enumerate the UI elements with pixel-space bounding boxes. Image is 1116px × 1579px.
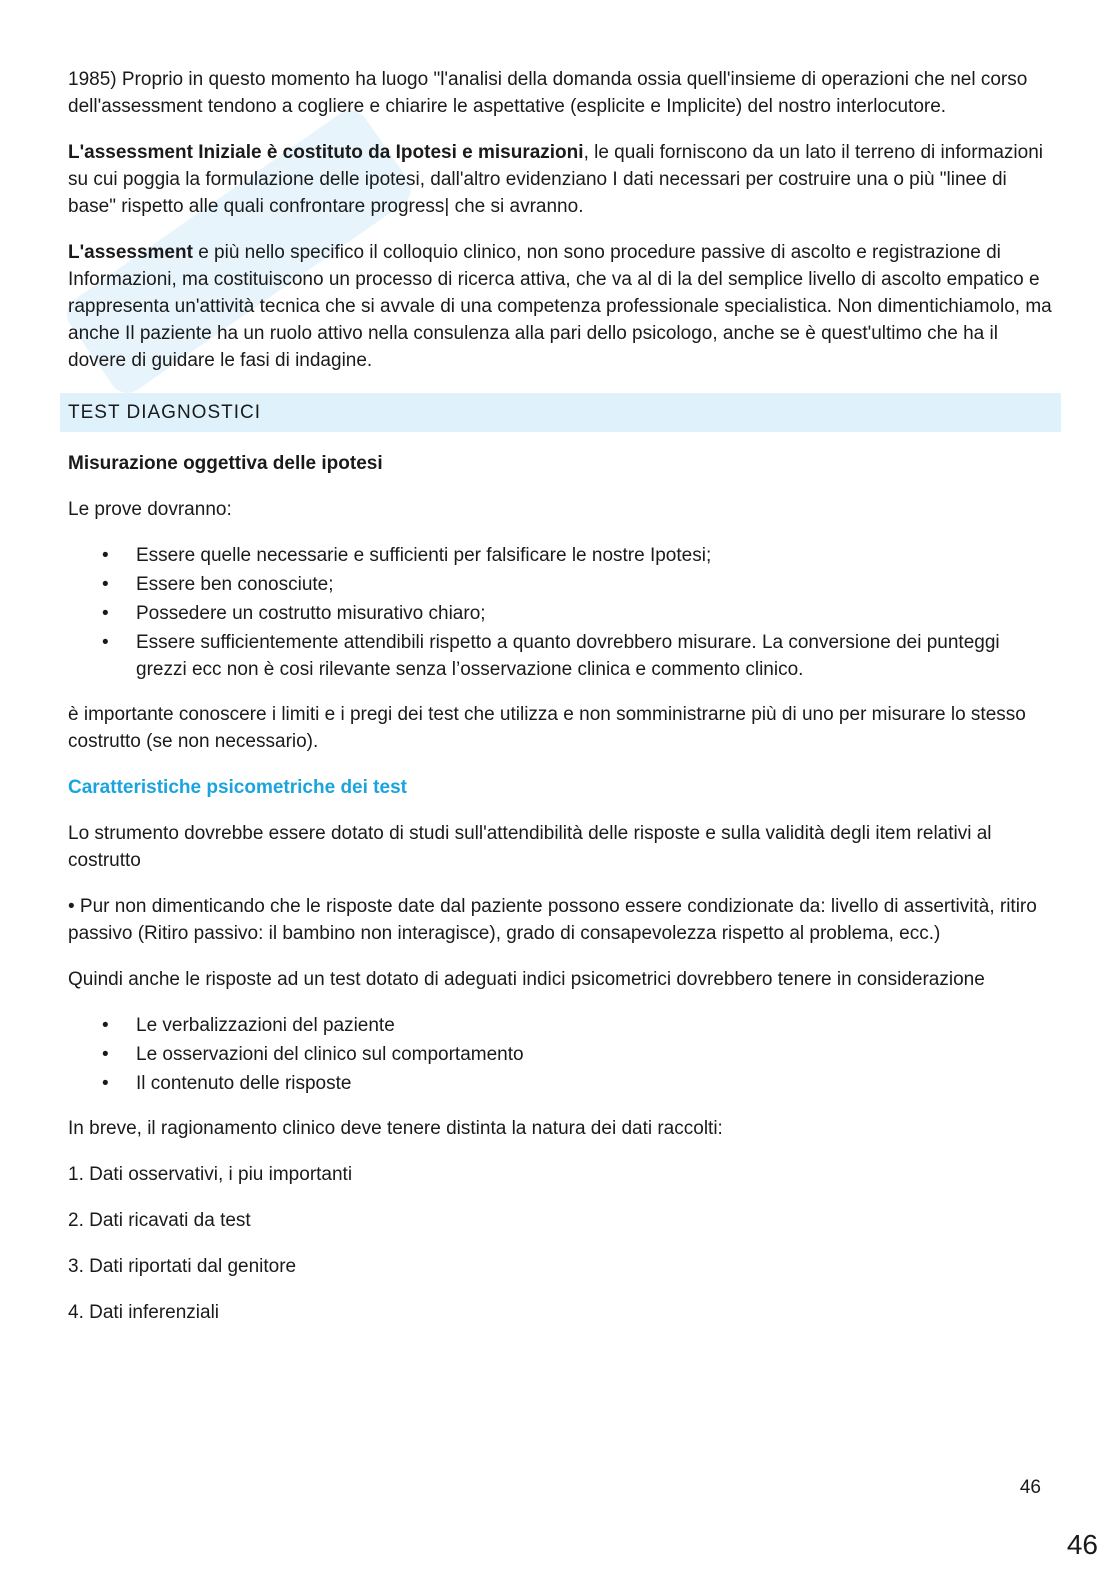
psychometric-paragraph-1: Lo strumento dovrebbe essere dotato di studi sull'attendibilità delle risposte e sulla validità degli item relativi al costrutto bbox=[68, 823, 992, 871]
list-item: • Le osservazioni del clinico sul comportamento bbox=[68, 1041, 1053, 1068]
intro-paragraph-3 bbox=[68, 239, 1053, 374]
list-item: • Essere sufficientemente attendibili rispetto a quanto dovrebbero misurare. La conversione dei punteggi grezzi ecc non è cosi rilevante senza l’osservazione clinica e commento clinico. bbox=[68, 629, 1053, 683]
intro-paragraph-2 bbox=[68, 139, 1053, 220]
numbered-item: 4. Dati inferenziali bbox=[68, 1302, 220, 1323]
after-bullets-paragraph: è importante conoscere i limiti e i pregi dei test che utilizza e non somministrarne più di uno per misurare lo stesso costrutto (se non necessario). bbox=[68, 704, 1026, 752]
section-subtitle: Misurazione oggettiva delle ipotesi bbox=[68, 453, 383, 474]
intro-paragraph-2-text: , le quali forniscono da un lato il terreno di informazioni su cui poggia la formulazione delle ipotesi, dall'altro evidenziano I dati necessari per costruire una o più "linee di base" rispetto alle quali confrontare progress| che si avranno. bbox=[68, 142, 1043, 217]
requirements-list bbox=[68, 542, 1053, 683]
list-item: • Il contenuto delle risposte bbox=[68, 1070, 1053, 1097]
considerations-list bbox=[68, 1012, 1053, 1097]
list-item: • Essere ben conosciute; bbox=[68, 571, 1053, 598]
list-item: • Essere quelle necessarie e sufficienti per falsificare le nostre Ipotesi; bbox=[68, 542, 1053, 569]
psychometric-paragraph-4: In breve, il ragionamento clinico deve tenere distinta la natura dei dati raccolti: bbox=[68, 1118, 723, 1139]
intro-paragraph-1: 1985) Proprio in questo momento ha luogo "l'analisi della domanda ossia quell'insieme di operazioni che nel corso dell'assessment tendono a cogliere e chiarire le aspettative (esplicite e Implicite) del nostro interlocutore. bbox=[68, 69, 1028, 117]
corner-page-number: 46 bbox=[1066, 1529, 1098, 1560]
document-page bbox=[68, 66, 1053, 1345]
list-item: • Le verbalizzazioni del paziente bbox=[68, 1012, 1053, 1039]
intro-paragraph-3-bold: L'assessment bbox=[68, 242, 193, 263]
psychometric-paragraph-3: Quindi anche le risposte ad un test dotato di adeguati indici psicometrici dovrebbero tenere in considerazione bbox=[68, 969, 985, 990]
numbered-item: 3. Dati riportati dal genitore bbox=[68, 1256, 297, 1277]
list-item: • Possedere un costrutto misurativo chiaro; bbox=[68, 600, 1053, 627]
psychometric-paragraph-2: • Pur non dimenticando che le risposte date dal paziente possono essere condizionate da: livello di assertività, ritiro passivo (Ritiro passivo: il bambino non interagisce), grado di consapevolezza rispetto al problema, ecc.) bbox=[68, 896, 1037, 944]
numbered-item: 1. Dati osservativi, i piu importanti bbox=[68, 1164, 353, 1185]
section-heading-test-diagnostici: TEST DIAGNOSTICI bbox=[60, 393, 1061, 432]
intro-paragraph-2-bold: L'assessment Iniziale è costituto da Ipotesi e misurazioni bbox=[68, 142, 584, 163]
numbered-item: 2. Dati ricavati da test bbox=[68, 1210, 251, 1231]
psychometric-heading: Caratteristiche psicometriche dei test bbox=[68, 777, 407, 798]
intro-paragraph-3-text: e più nello specifico il colloquio clinico, non sono procedure passive di ascolto e registrazione di Informazioni, ma costituiscono un processo di ricerca attiva, che va al di la del semplice livello di ascolto empatico e rappresenta un'attività tecnica che si avvale di una competenza professionale specialistica. Non dimentichiamolo, ma anche Il paziente ha un ruolo attivo nella consulenza alla pari dello psicologo, anche se è quest'ultimo che ha il dovere di guidare le fasi di indagine. bbox=[68, 242, 1052, 371]
page-number: 46 bbox=[1019, 1477, 1041, 1498]
section-lead: Le prove dovranno: bbox=[68, 499, 232, 520]
